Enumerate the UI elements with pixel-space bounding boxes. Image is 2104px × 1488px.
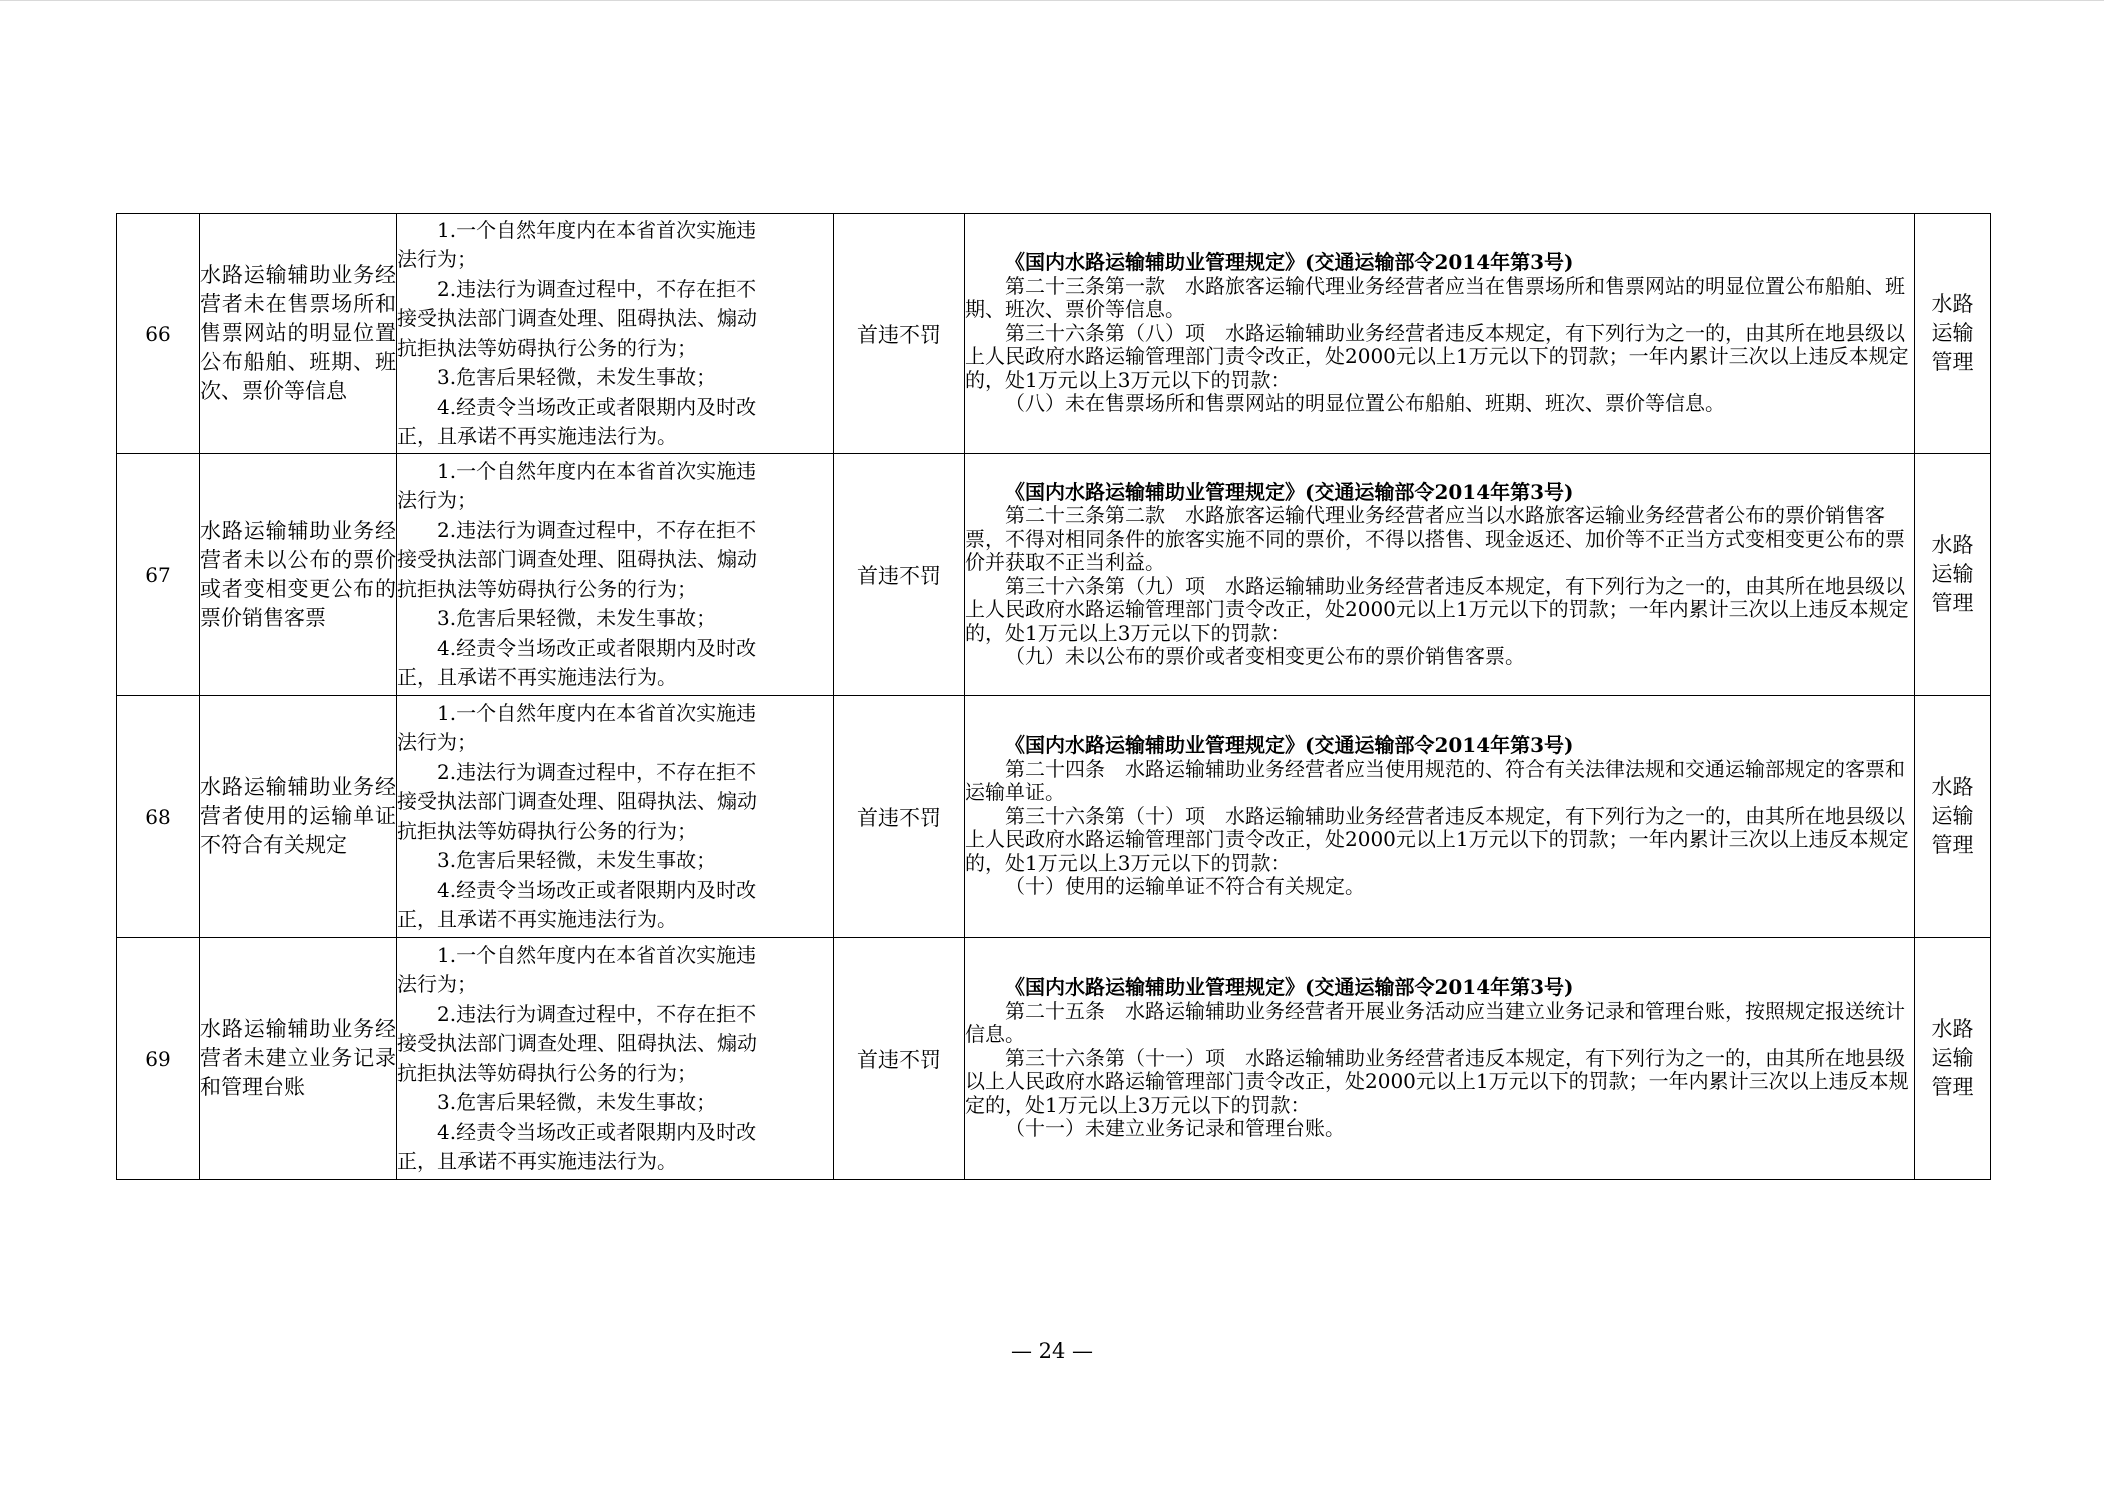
condition-line: 3.危害后果轻微，未发生事故； (437, 606, 717, 630)
department (1915, 214, 1991, 454)
row-number: 69 (117, 938, 200, 1180)
condition-line: 4.经责令当场改正或者限期内及时改 (437, 877, 757, 902)
condition-line: 抗拒执法等妨碍执行公务的行为； (397, 576, 697, 601)
penalty-mode: 首违不罚 (834, 696, 965, 938)
condition-line: 抗拒执法等妨碍执行公务的行为； (397, 1060, 697, 1085)
penalty-mode: 首违不罚 (834, 214, 965, 454)
condition-line: 3.危害后果轻微，未发生事故； (437, 1090, 717, 1114)
condition-line: 3.危害后果轻微，未发生事故； (437, 848, 717, 872)
law-article: （八）未在售票场所和售票网站的明显位置公布船舶、班期、班次、票价等信息。 (1005, 391, 1725, 416)
condition-line: 法行为； (397, 488, 477, 512)
exemption-conditions (397, 696, 834, 938)
table-row (117, 938, 1991, 1180)
condition-line: 正，且承诺不再实施违法行为。 (397, 907, 677, 931)
department-line: 运输 (1931, 321, 1974, 345)
condition-line: 接受执法部门调查处理、阻碍执法、煽动 (397, 547, 757, 571)
penalty-mode: 首违不罚 (834, 938, 965, 1180)
exemption-conditions (397, 938, 834, 1180)
condition-line: 4.经责令当场改正或者限期内及时改 (437, 1119, 757, 1144)
violation-item: 水路运输辅助业务经营者未建立业务记录和管理台账 (200, 938, 397, 1180)
table-row (117, 214, 1991, 454)
condition-line: 法行为； (397, 247, 477, 271)
department-line: 水路 (1931, 775, 1974, 799)
penalty-exemption-table (116, 213, 1991, 1180)
condition-line: 2.违法行为调查过程中，不存在拒不 (437, 276, 757, 301)
condition-line: 1.一个自然年度内在本省首次实施违 (437, 700, 757, 725)
condition-line: 1.一个自然年度内在本省首次实施违 (437, 217, 757, 242)
department-line: 水路 (1931, 292, 1974, 316)
condition-line: 接受执法部门调查处理、阻碍执法、煽动 (397, 789, 757, 813)
condition-line: 抗拒执法等妨碍执行公务的行为； (397, 818, 697, 843)
law-article: 第三十六条第（十）项 水路运输辅助业务经营者违反本规定，有下列行为之一的，由其所在地县级以上人民政府水路运输管理部门责令改正，处2000元以上1万元以下的罚款；一年内累计三次以上违反本规定的，处1万元以上3万元以下的罚款： (965, 803, 1909, 875)
table-row (117, 454, 1991, 696)
penalty-mode: 首违不罚 (834, 454, 965, 696)
condition-line: 2.违法行为调查过程中，不存在拒不 (437, 759, 757, 784)
department-line: 管理 (1931, 833, 1974, 857)
condition-line: 正，且承诺不再实施违法行为。 (397, 1149, 677, 1173)
condition-line: 正，且承诺不再实施违法行为。 (397, 665, 677, 689)
law-article: （十）使用的运输单证不符合有关规定。 (1005, 874, 1365, 899)
law-title: 《国内水路运输辅助业管理规定》(交通运输部令2014年第3号) (1005, 733, 1574, 758)
law-title: 《国内水路运输辅助业管理规定》(交通运输部令2014年第3号) (1005, 250, 1574, 275)
row-number: 68 (117, 696, 200, 938)
law-title: 《国内水路运输辅助业管理规定》(交通运输部令2014年第3号) (1005, 975, 1574, 1000)
law-article: 第三十六条第（九）项 水路运输辅助业务经营者违反本规定，有下列行为之一的，由其所在地县级以上人民政府水路运输管理部门责令改正，处2000元以上1万元以下的罚款；一年内累计三次以上违反本规定的，处1万元以上3万元以下的罚款： (965, 573, 1909, 645)
condition-line: 正，且承诺不再实施违法行为。 (397, 424, 677, 448)
law-article: 第三十六条第（十一）项 水路运输辅助业务经营者违反本规定，有下列行为之一的，由其所在地县级以上人民政府水路运输管理部门责令改正，处2000元以上1万元以下的罚款；一年内累计三次以上违反本规定的，处1万元以上3万元以下的罚款： (965, 1045, 1909, 1117)
page-top-border (0, 0, 2104, 1)
department-line: 水路 (1931, 1017, 1974, 1041)
condition-line: 法行为； (397, 730, 477, 754)
department-line: 运输 (1931, 562, 1974, 586)
exemption-conditions (397, 214, 834, 454)
law-article: 第二十五条 水路运输辅助业务经营者开展业务活动应当建立业务记录和管理台账，按照规定报送统计信息。 (965, 998, 1905, 1047)
legal-basis (965, 454, 1915, 696)
law-article: （十一）未建立业务记录和管理台账。 (1005, 1116, 1345, 1141)
law-article: （九）未以公布的票价或者变相变更公布的票价销售客票。 (1005, 644, 1525, 668)
condition-line: 2.违法行为调查过程中，不存在拒不 (437, 1001, 757, 1026)
department (1915, 454, 1991, 696)
violation-item: 水路运输辅助业务经营者使用的运输单证不符合有关规定 (200, 696, 397, 938)
condition-line: 接受执法部门调查处理、阻碍执法、煽动 (397, 1031, 757, 1055)
condition-line: 2.违法行为调查过程中，不存在拒不 (437, 517, 757, 542)
law-article: 第二十三条第二款 水路旅客运输代理业务经营者应当以水路旅客运输业务经营者公布的票价销售客票，不得对相同条件的旅客实施不同的票价，不得以搭售、现金返还、加价等不正当方式变相变更公布的票价并获取不正当利益。 (965, 503, 1905, 574)
condition-line: 1.一个自然年度内在本省首次实施违 (437, 942, 757, 967)
row-number: 67 (117, 454, 200, 696)
department-line: 运输 (1931, 1046, 1974, 1070)
law-article: 第三十六条第（八）项 水路运输辅助业务经营者违反本规定，有下列行为之一的，由其所在地县级以上人民政府水路运输管理部门责令改正，处2000元以上1万元以下的罚款；一年内累计三次以上违反本规定的，处1万元以上3万元以下的罚款： (965, 320, 1909, 392)
page-number: — 24 — (1010, 1339, 1094, 1363)
row-number: 66 (117, 214, 200, 454)
law-article: 第二十四条 水路运输辅助业务经营者应当使用规范的、符合有关法律法规和交通运输部规定的客票和运输单证。 (965, 756, 1905, 805)
violation-item: 水路运输辅助业务经营者未在售票场所和售票网站的明显位置公布船舶、班期、班次、票价等信息 (200, 214, 397, 454)
condition-line: 4.经责令当场改正或者限期内及时改 (437, 635, 757, 660)
legal-basis (965, 696, 1915, 938)
exemption-conditions (397, 454, 834, 696)
condition-line: 3.危害后果轻微，未发生事故； (437, 365, 717, 389)
department (1915, 938, 1991, 1180)
condition-line: 抗拒执法等妨碍执行公务的行为； (397, 335, 697, 360)
department (1915, 696, 1991, 938)
law-title: 《国内水路运输辅助业管理规定》(交通运输部令2014年第3号) (1005, 479, 1574, 504)
department-line: 水路 (1931, 533, 1974, 557)
table-row (117, 696, 1991, 938)
violation-item: 水路运输辅助业务经营者未以公布的票价或者变相变更公布的票价销售客票 (200, 454, 397, 696)
condition-line: 接受执法部门调查处理、阻碍执法、煽动 (397, 306, 757, 330)
department-line: 管理 (1931, 591, 1974, 615)
department-line: 运输 (1931, 804, 1974, 828)
condition-line: 1.一个自然年度内在本省首次实施违 (437, 458, 757, 483)
law-article: 第二十三条第一款 水路旅客运输代理业务经营者应当在售票场所和售票网站的明显位置公布船舶、班期、班次、票价等信息。 (965, 273, 1905, 322)
condition-line: 4.经责令当场改正或者限期内及时改 (437, 394, 757, 419)
department-line: 管理 (1931, 1075, 1974, 1099)
legal-basis (965, 214, 1915, 454)
legal-basis (965, 938, 1915, 1180)
condition-line: 法行为； (397, 972, 477, 996)
department-line: 管理 (1931, 350, 1974, 374)
